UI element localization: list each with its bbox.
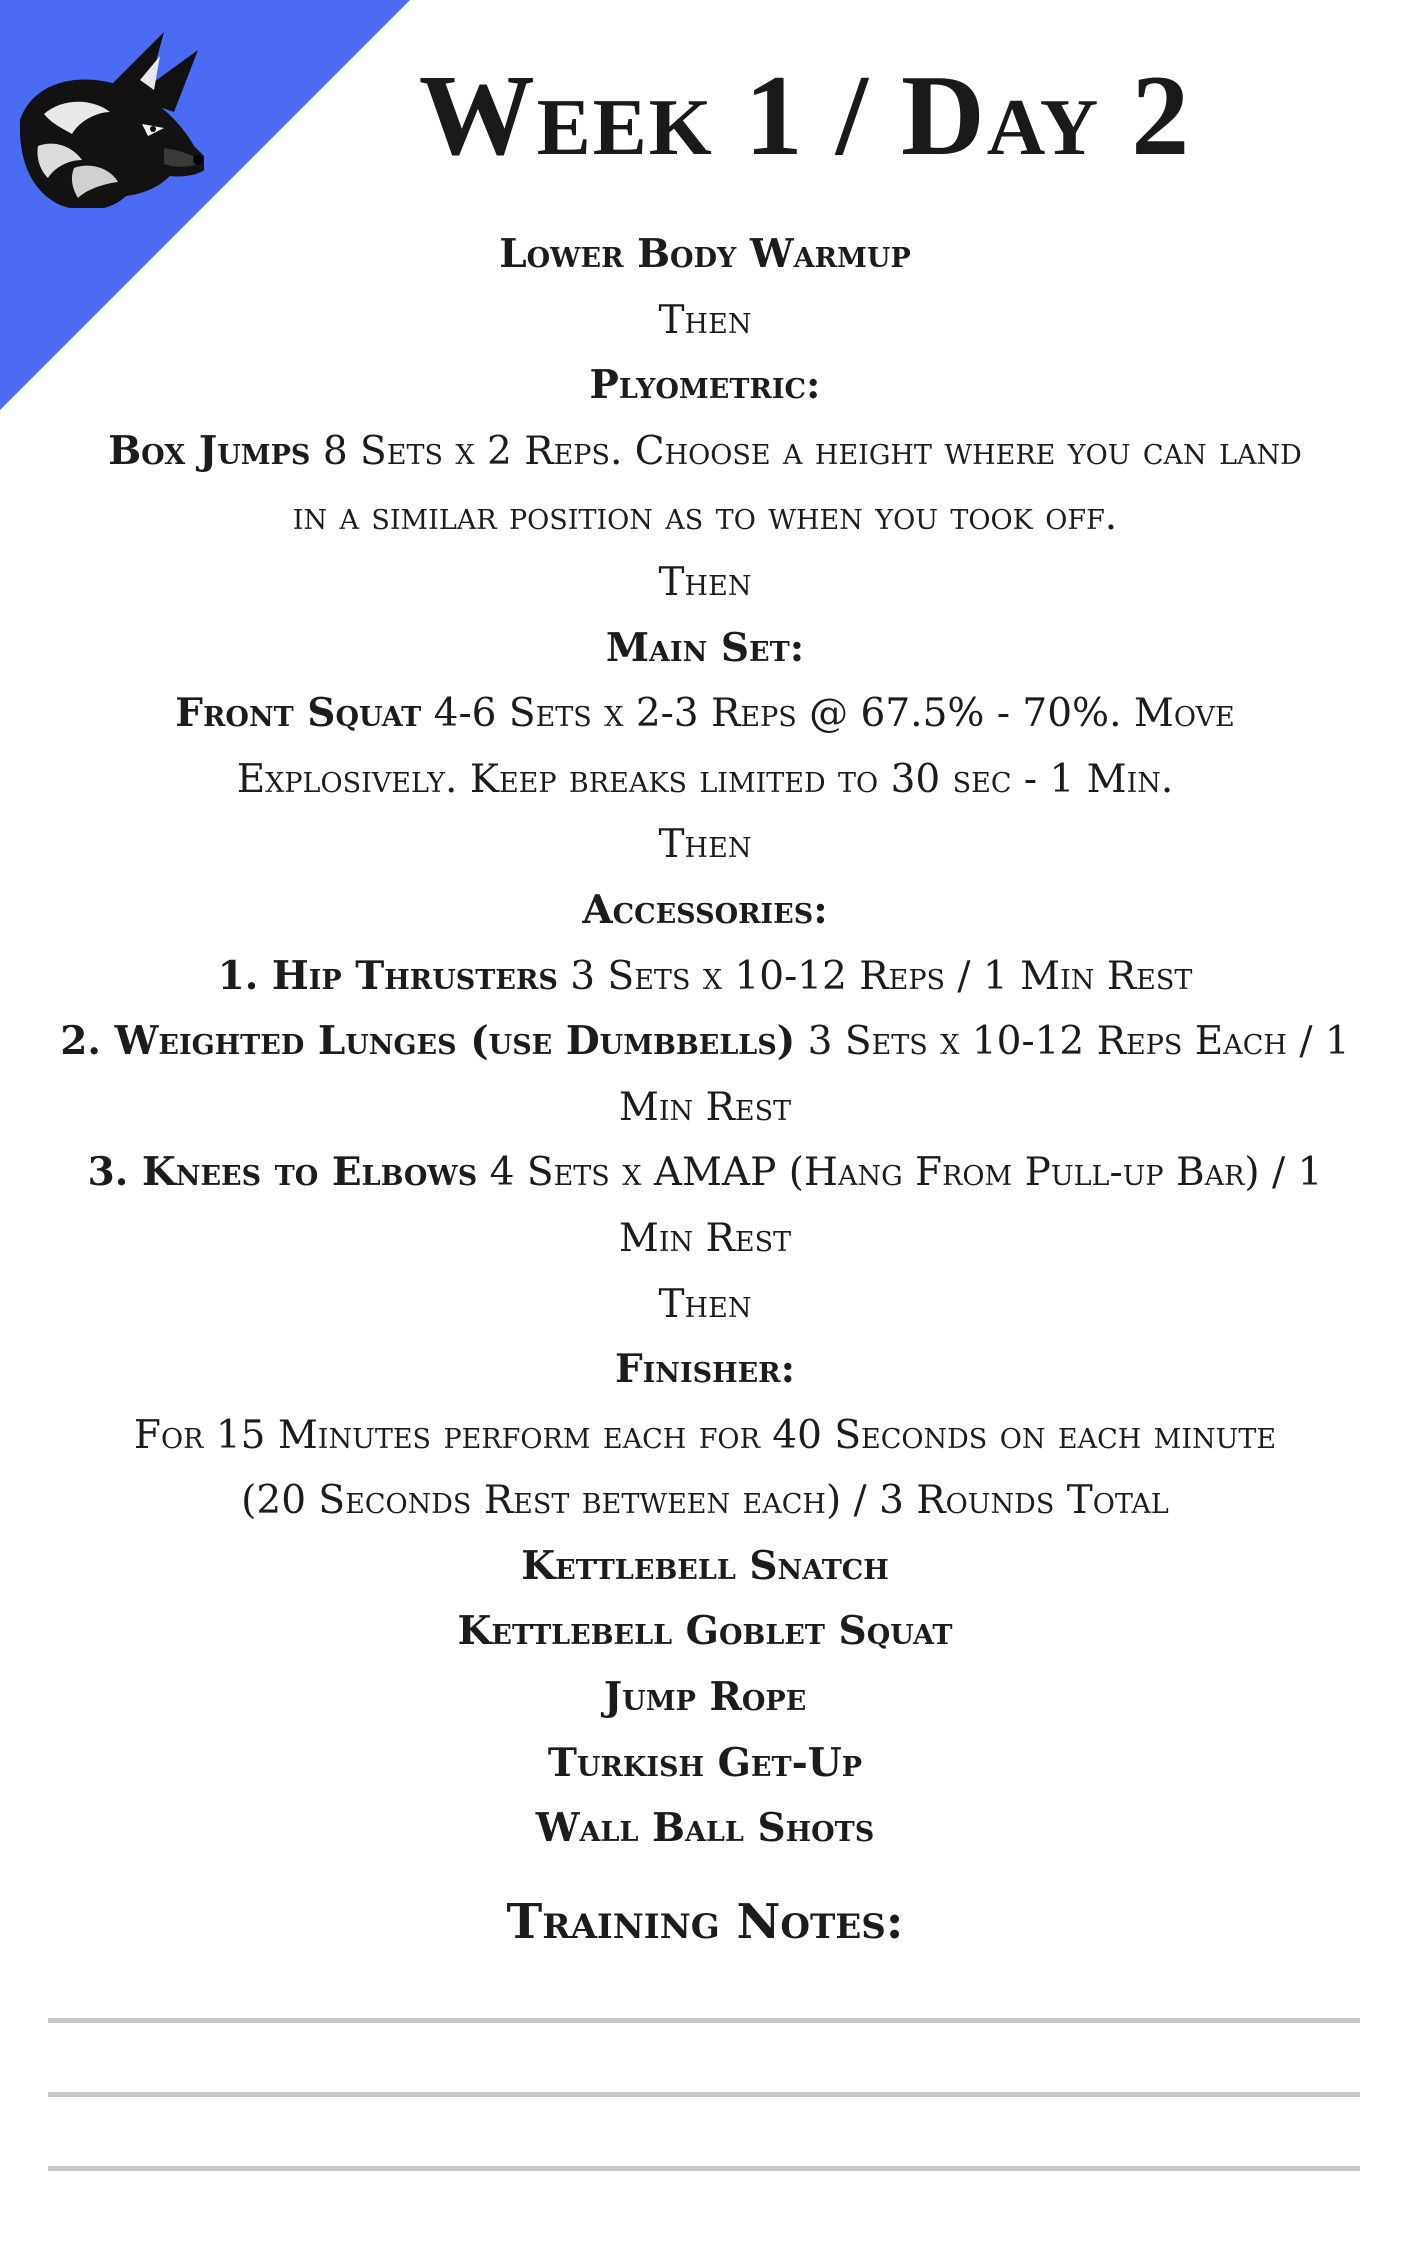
accessory-detail-cont: Min Rest xyxy=(618,1084,792,1130)
finisher-exercise: Jump Rope xyxy=(603,1674,807,1721)
accessory-item xyxy=(40,1009,1370,1075)
plyometric-heading: Plyometric: xyxy=(589,362,821,409)
box-jumps-name: Box Jumps xyxy=(108,427,311,474)
box-jumps-line xyxy=(40,419,1370,485)
box-jumps-detail-cont: in a similar position as to when you took off. xyxy=(292,494,1118,540)
training-notes-heading: Training Notes: xyxy=(506,1894,904,1950)
finisher-exercise: Turkish Get-Up xyxy=(547,1739,863,1786)
note-line[interactable] xyxy=(48,2166,1360,2171)
warmup-heading: Lower Body Warmup xyxy=(499,231,911,277)
main-set-heading: Main Set: xyxy=(605,624,805,671)
finisher-exercise: Kettlebell Goblet Squat xyxy=(457,1608,953,1655)
accessory-detail: 4 Sets x AMAP (Hang From Pull-up Bar) / 1 xyxy=(489,1150,1323,1196)
accessory-detail: 3 Sets x 10-12 Reps / 1 Min Rest xyxy=(570,953,1193,999)
finisher-heading: Finisher: xyxy=(614,1346,796,1393)
workout-content xyxy=(40,222,1370,1862)
page-title: Week 1 / Day 2 xyxy=(418,52,1192,180)
note-line[interactable] xyxy=(48,2018,1360,2023)
then-separator: Then xyxy=(658,559,752,605)
then-separator: Then xyxy=(658,1281,752,1327)
finisher-exercise: Wall Ball Shots xyxy=(535,1805,875,1852)
front-squat-detail: 4-6 Sets x 2-3 Reps @ 67.5% - 70%. Move xyxy=(433,691,1235,737)
front-squat-line xyxy=(40,681,1370,747)
finisher-description-cont: (20 Seconds Rest between each) / 3 Rounds Total xyxy=(241,1478,1169,1524)
finisher-description: For 15 Minutes perform each for 40 Seconds on each minute xyxy=(133,1412,1277,1458)
accessory-detail: 3 Sets x 10-12 Reps Each / 1 xyxy=(807,1019,1350,1065)
front-squat-detail-cont: Explosively. Keep breaks limited to 30 sec - 1 Min. xyxy=(236,756,1174,802)
box-jumps-detail: 8 Sets x 2 Reps. Choose a height where you can land xyxy=(322,428,1302,474)
then-separator: Then xyxy=(658,297,752,343)
accessories-heading: Accessories: xyxy=(582,886,828,933)
accessory-item xyxy=(40,1140,1370,1206)
note-line[interactable] xyxy=(48,2092,1360,2097)
accessory-detail-cont: Min Rest xyxy=(618,1215,792,1261)
front-squat-name: Front Squat xyxy=(175,690,422,737)
accessory-name: 1. Hip Thrusters xyxy=(217,952,558,999)
accessory-item xyxy=(40,944,1370,1010)
then-separator: Then xyxy=(658,822,752,868)
wolf-head-icon xyxy=(14,28,204,208)
accessory-name: 3. Knees to Elbows xyxy=(87,1149,478,1196)
accessory-name: 2. Weighted Lunges (use Dumbbells) xyxy=(60,1018,796,1065)
finisher-exercise: Kettlebell Snatch xyxy=(521,1542,889,1589)
